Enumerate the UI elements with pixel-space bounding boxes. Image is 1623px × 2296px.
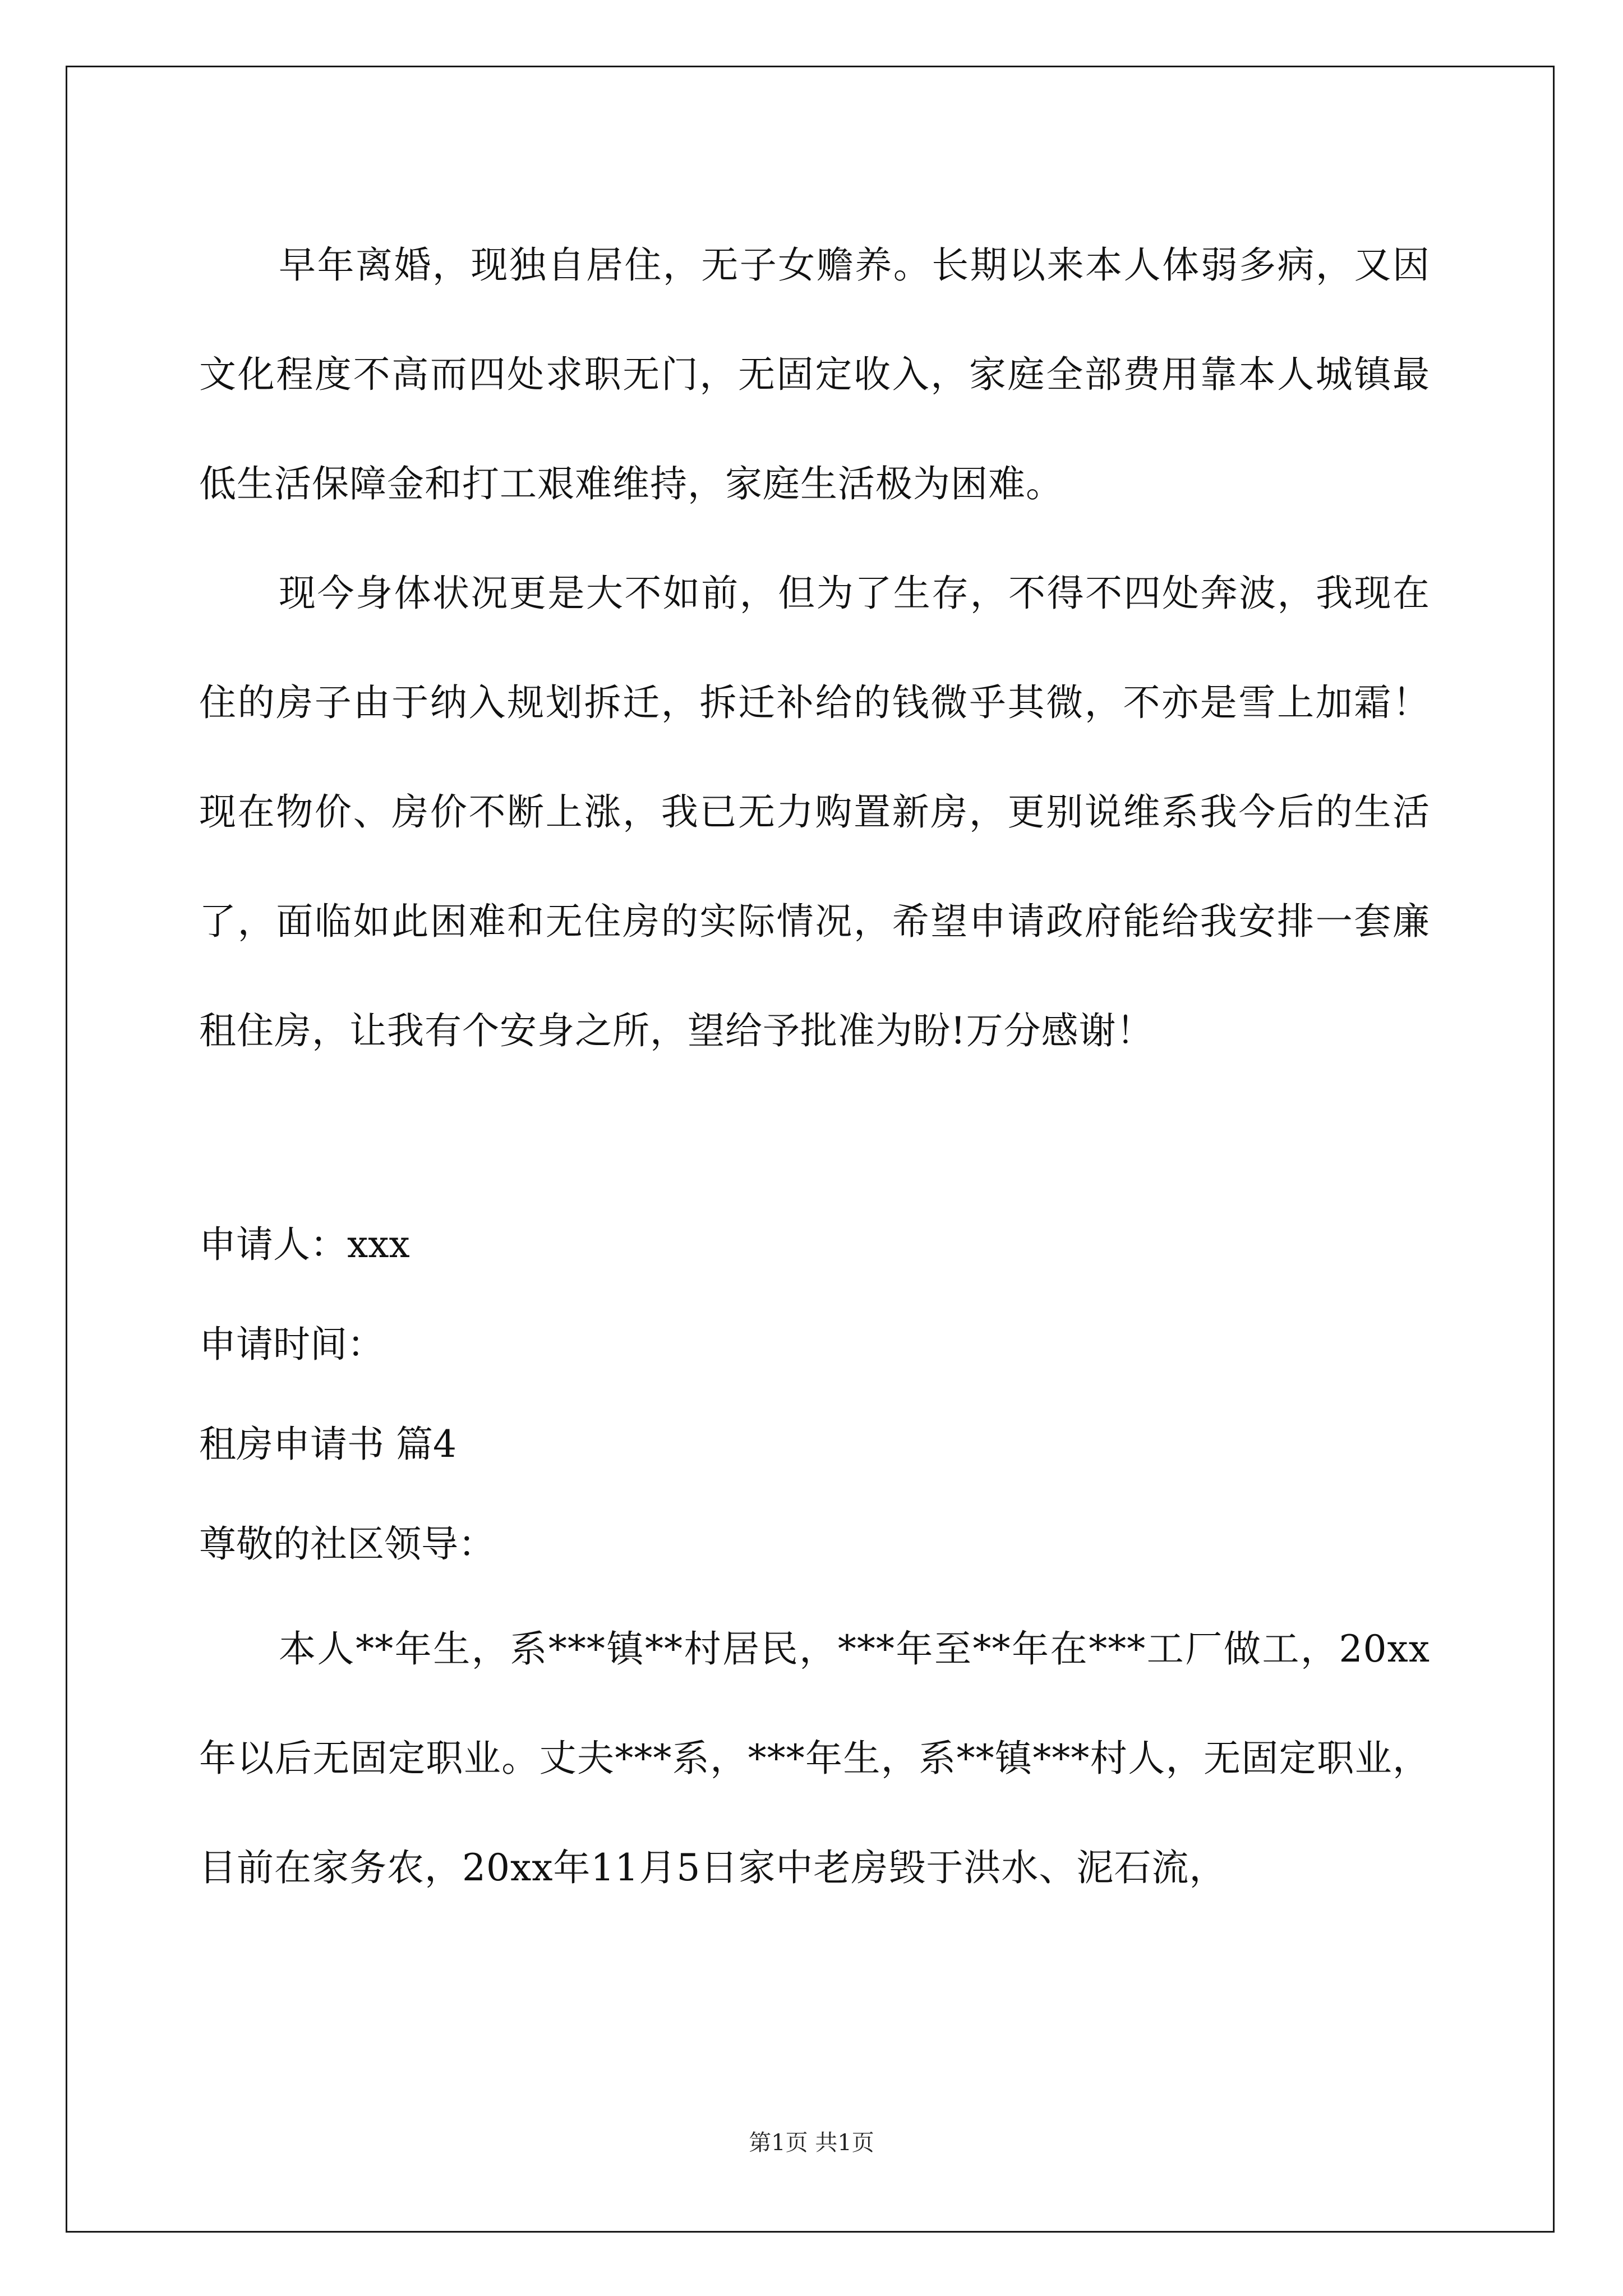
salutation: 尊敬的社区领导： [199,1522,495,1566]
paragraph-1: 早年离婚，现独自居住，无子女赡养。长期以来本人体弱多病，又因文化程度不高而四处求职无门，无固定收入，家庭全部费用靠本人城镇最低生活保障金和打工艰难维持，家庭生活极为困难。 [199,243,1430,505]
page-footer: 第1页 共1页 [749,2130,874,2156]
document-body [199,210,1430,1922]
blank-line [199,1085,1430,1195]
section-title: 租房申请书 篇4 [199,1423,457,1466]
paragraph-2: 现今身体状况更是大不如前，但为了生存，不得不四处奔波，我现在住的房子由于纳入规划拆迁，拆迁补给的钱微乎其微，不亦是雪上加霜！现在物价、房价不断上涨，我已无力购置新房，更别说维系我今后的生活了，面临如此困难和无住房的实际情况，希望申请政府能给我安排一套廉租住房，让我有个安身之所，望给予批准为盼!万分感谢！ [199,572,1430,1052]
paragraph-3: 本人**年生，系***镇**村居民，***年至**年在***工厂做工，20xx年以后无固定职业。丈夫***系，***年生，系**镇***村人，无固定职业，目前在家务农，20xx年11月5日家中老房毁于洪水、泥石流， [199,1627,1430,1889]
apply-time-line: 申请时间： [199,1323,384,1366]
applicant-line: 申请人：xxx [199,1223,410,1266]
